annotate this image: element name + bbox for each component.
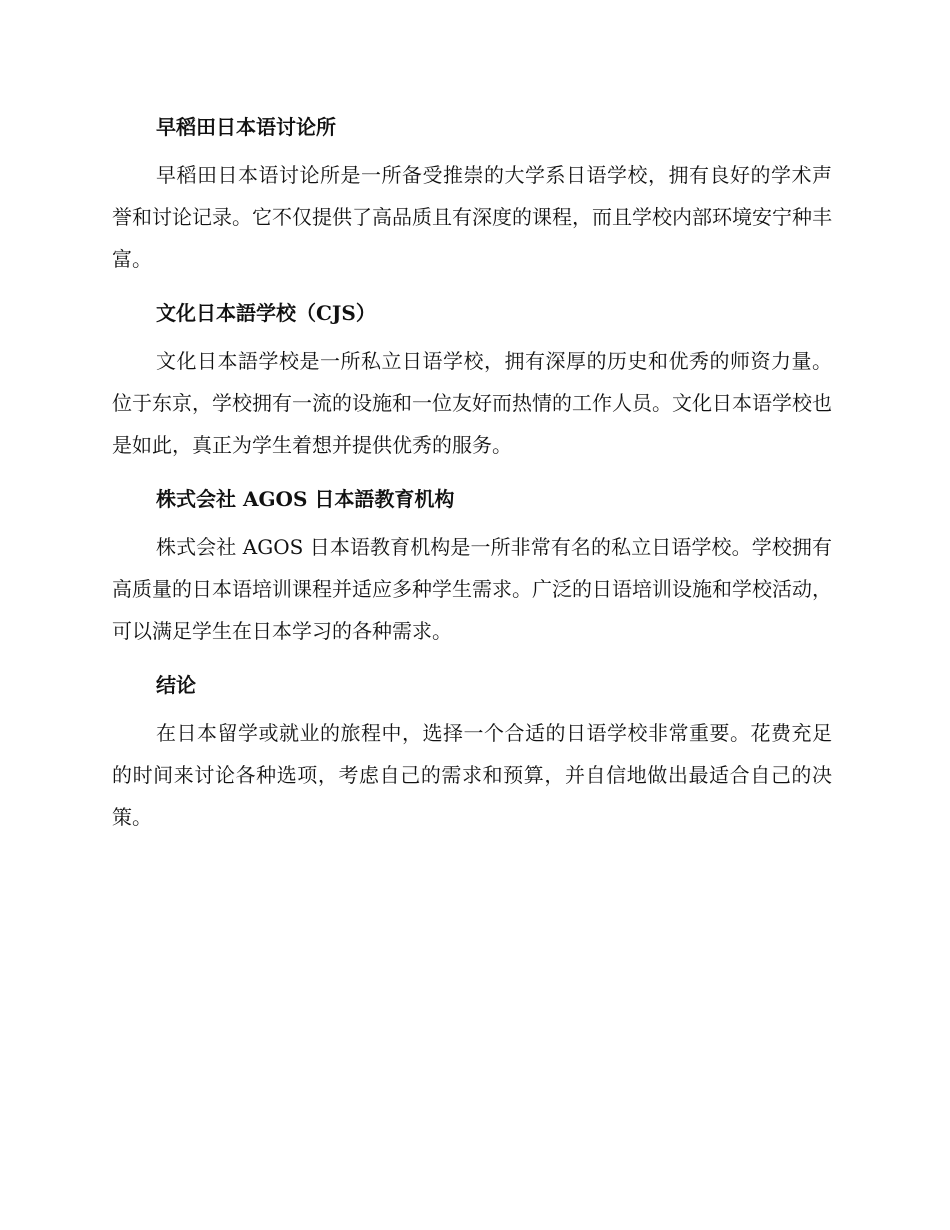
section-heading: 早稻田日本语讨论所 <box>156 115 336 139</box>
section-heading: 文化日本語学校（CJS） <box>156 301 376 325</box>
section-paragraph: 在日本留学或就业的旅程中，选择一个合适的日语学校非常重要。花费充足的时间来讨论各种选项，考虑自己的需求和预算，并自信地做出最适合自己的决策。 <box>112 721 832 829</box>
section-paragraph: 早稻田日本语讨论所是一所备受推崇的大学系日语学校，拥有良好的学术声誉和讨论记录。它不仅提供了高品质且有深度的课程，而且学校内部环境安宁种丰富。 <box>112 163 832 271</box>
section-heading: 株式会社 AGOS 日本語教育机构 <box>156 487 455 511</box>
section-cjs <box>112 286 832 466</box>
section-paragraph: 文化日本語学校是一所私立日语学校，拥有深厚的历史和优秀的师资力量。位于东京，学校拥有一流的设施和一位友好而热情的工作人员。文化日本语学校也是如此，真正为学生着想并提供优秀的服务。 <box>112 349 832 457</box>
section-paragraph: 株式会社 AGOS 日本语教育机构是一所非常有名的私立日语学校。学校拥有高质量的日本语培训课程并适应多种学生需求。广泛的日语培训设施和学校活动，可以满足学生在日本学习的各种需求。 <box>112 535 832 643</box>
document-page <box>112 100 832 838</box>
section-agos <box>112 472 832 652</box>
section-heading: 结论 <box>156 673 196 697</box>
section-conclusion <box>112 658 832 838</box>
section-waseda <box>112 100 832 280</box>
